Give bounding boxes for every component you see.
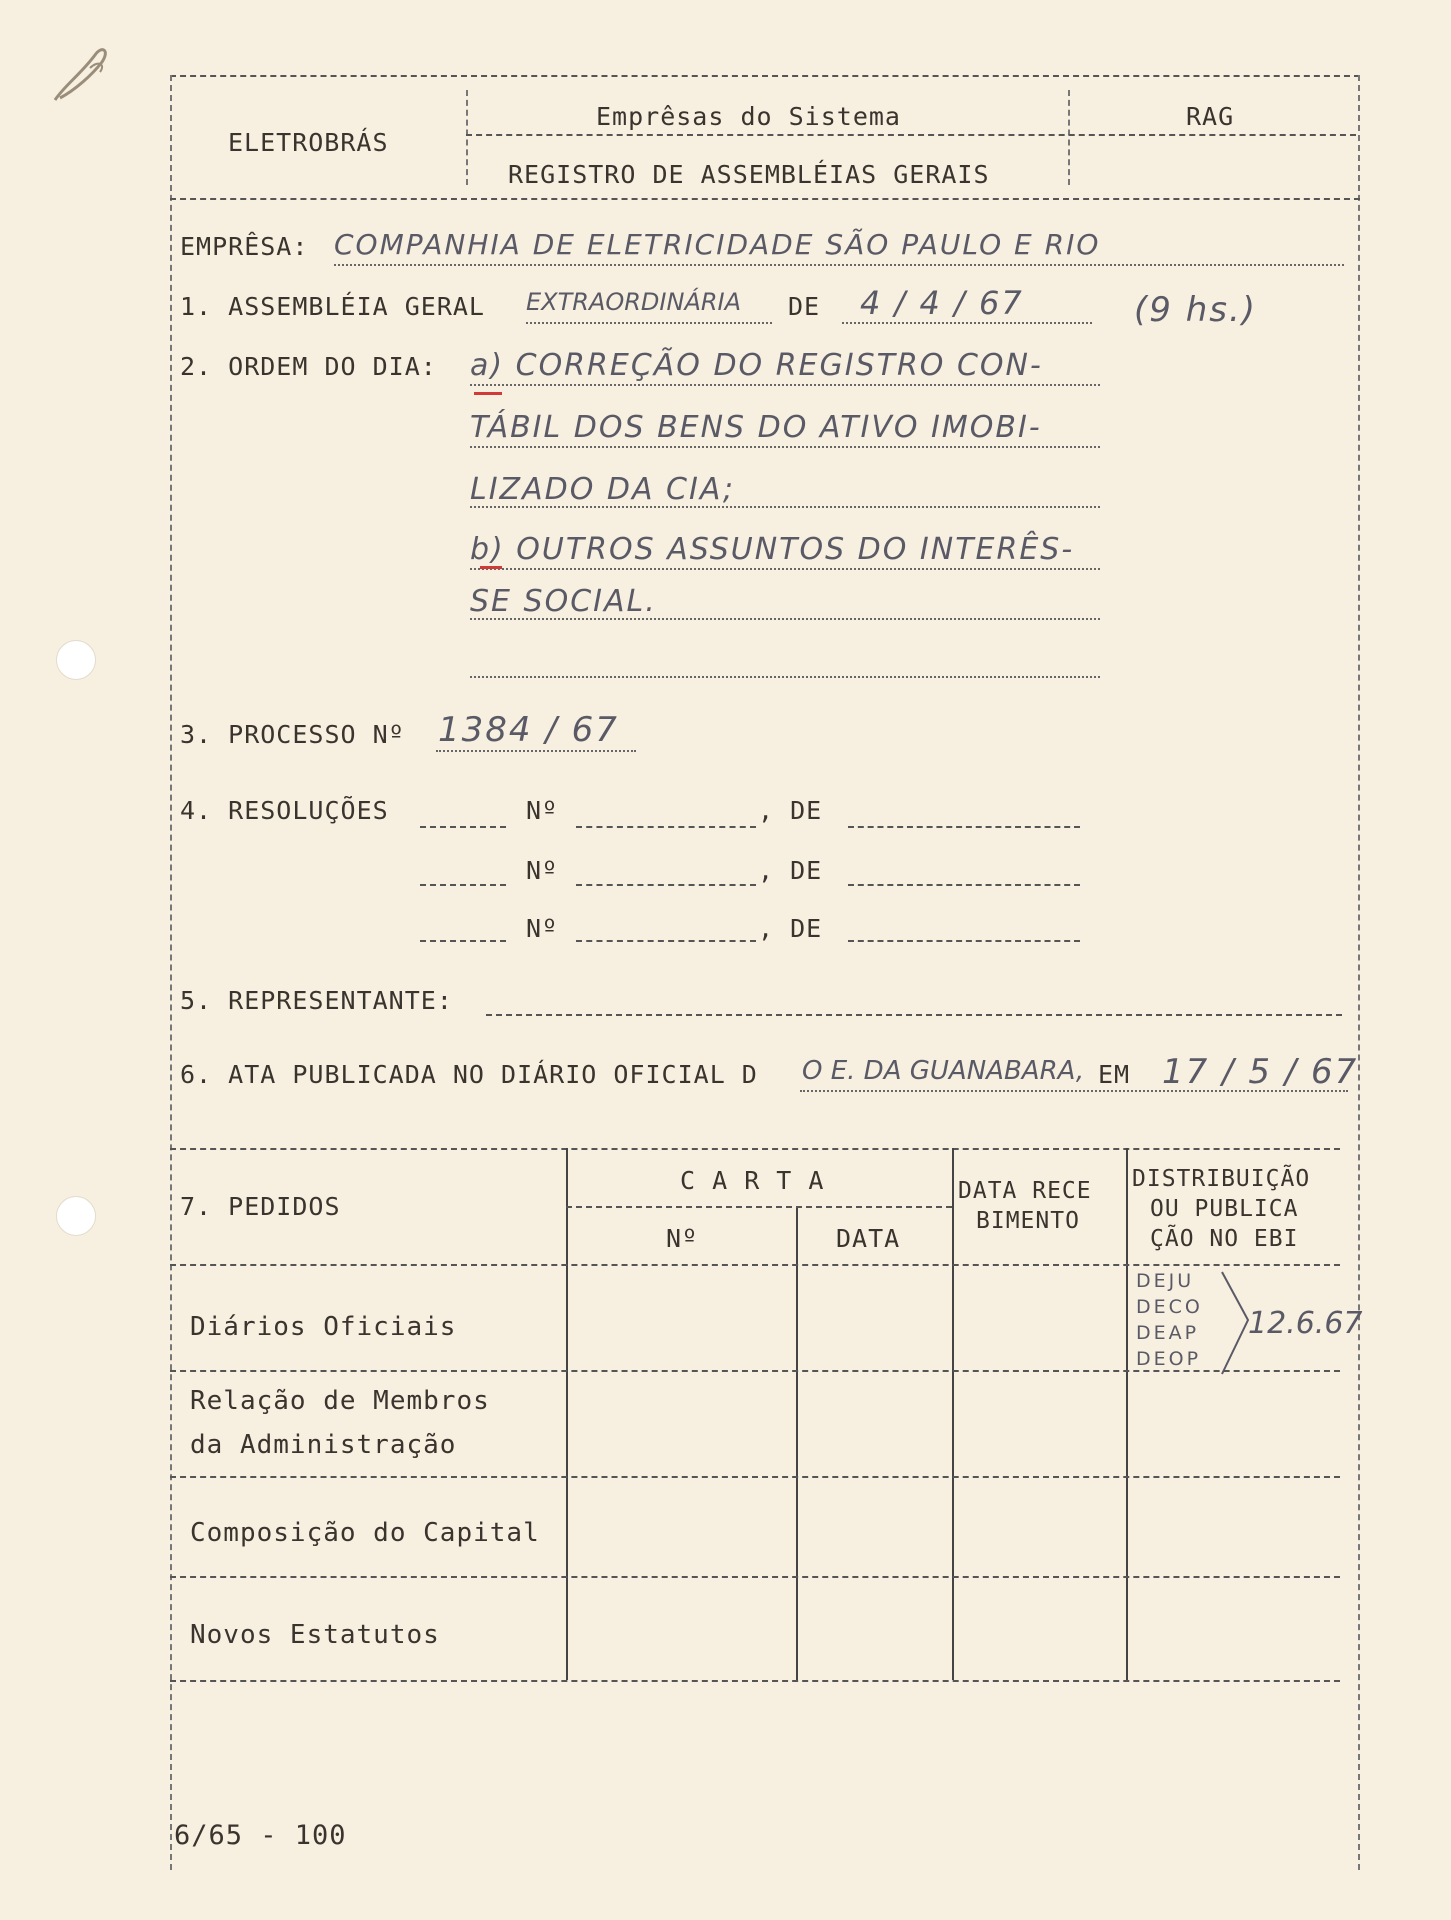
table-col-receb-left (952, 1148, 954, 1680)
res-de-label-2: , DE (758, 856, 823, 885)
res-no-label-3: Nº (526, 914, 559, 943)
res-blank-2 (420, 884, 506, 886)
ordem-line-4: b) OUTROS ASSUNTOS DO INTERÊS- (470, 532, 1075, 567)
form-title: REGISTRO DE ASSEMBLÉIAS GERAIS (508, 160, 990, 189)
ata-date: 17 / 5 / 67 (1162, 1052, 1359, 1092)
res-no-line-2 (576, 884, 756, 886)
pedidos-row-relacao-2: da Administração (190, 1430, 457, 1460)
assembleia-type: EXTRAORDINÁRIA (526, 288, 742, 316)
dist-code-1: DEJU (1136, 1270, 1195, 1292)
representante-label: 5. REPRESENTANTE: (180, 986, 453, 1015)
dist-code-4: DEOP (1136, 1348, 1202, 1370)
table-col-carta-left (566, 1148, 568, 1680)
col-header-data: DATA (836, 1224, 901, 1253)
pedidos-row-capital: Composição do Capital (190, 1518, 540, 1548)
red-pencil-mark-a (474, 392, 502, 395)
res-de-label-3: , DE (758, 914, 823, 943)
ordem-line-1: a) CORREÇÃO DO REGISTRO CON- (470, 348, 1043, 383)
assembleia-label: 1. ASSEMBLÉIA GERAL (180, 292, 485, 321)
res-de-line-3 (848, 940, 1080, 942)
ata-line (800, 1090, 1348, 1092)
res-de-line-1 (848, 826, 1080, 828)
res-de-label-1: , DE (758, 796, 823, 825)
ordem-line-2: TÁBIL DOS BENS DO ATIVO IMOBI- (470, 410, 1042, 445)
red-pencil-mark-b (480, 566, 502, 569)
col-header-receb-1: DATA RECE (958, 1178, 1092, 1204)
ordem-underline-2 (470, 446, 1100, 448)
table-col-dist-left (1126, 1148, 1128, 1680)
header-midline (466, 134, 1356, 136)
punch-hole-bottom (56, 1196, 96, 1236)
row-1-bottom (170, 1370, 1340, 1372)
ordem-label: 2. ORDEM DO DIA: (180, 352, 437, 381)
col-header-carta: C A R T A (680, 1166, 825, 1195)
header-divider-left (466, 90, 468, 185)
row-3-bottom (170, 1576, 1340, 1578)
col-header-dist-3: ÇÃO NO EBI (1150, 1226, 1299, 1252)
system-title: Emprêsas do Sistema (596, 102, 901, 131)
dist-code-2: DECO (1136, 1296, 1203, 1318)
assembleia-type-line (526, 322, 772, 324)
res-no-label-2: Nº (526, 856, 559, 885)
assembleia-date-line (842, 322, 1092, 324)
processo-line (436, 750, 636, 752)
frame-left (170, 75, 172, 1870)
assembleia-de-label: DE (788, 292, 821, 321)
processo-label: 3. PROCESSO Nº (180, 720, 405, 749)
empresa-line (334, 264, 1344, 266)
res-de-line-2 (848, 884, 1080, 886)
carta-subdivider (566, 1206, 952, 1208)
table-bottom (170, 1680, 1340, 1682)
dist-code-3: DEAP (1136, 1322, 1200, 1344)
frame-top (170, 75, 1360, 77)
frame-right (1358, 75, 1360, 1870)
ordem-underline-5 (470, 618, 1100, 620)
punch-hole-top (56, 640, 96, 680)
ordem-underline-4 (470, 568, 1100, 570)
res-no-line-3 (576, 940, 756, 942)
res-no-line-1 (576, 826, 756, 828)
ordem-line-3: LIZADO DA CIA; (470, 472, 736, 507)
header-bottom (170, 198, 1360, 200)
ordem-underline-1 (470, 384, 1100, 386)
col-header-receb-2: BIMENTO (976, 1208, 1080, 1234)
ordem-line-5: SE SOCIAL. (470, 584, 657, 619)
col-header-dist-1: DISTRIBUIÇÃO (1132, 1166, 1311, 1192)
ata-label: 6. ATA PUBLICADA NO DIÁRIO OFICIAL D (180, 1060, 758, 1089)
pedidos-label: 7. PEDIDOS (180, 1192, 341, 1221)
resolucoes-label: 4. RESOLUÇÕES (180, 796, 389, 825)
footer-code: 6/65 - 100 (174, 1820, 347, 1851)
ordem-underline-3 (470, 506, 1100, 508)
empresa-label: EMPRÊSA: (180, 232, 309, 261)
header-divider-right (1068, 90, 1070, 185)
form-code: RAG (1186, 102, 1235, 131)
pedidos-row-estatutos: Novos Estatutos (190, 1620, 440, 1650)
assembleia-date: 4 / 4 / 67 (860, 284, 1024, 322)
org-name: ELETROBRÁS (228, 128, 389, 157)
row-2-bottom (170, 1476, 1340, 1478)
table-top (170, 1148, 1340, 1150)
res-no-label-1: Nº (526, 796, 559, 825)
res-blank-3 (420, 940, 506, 942)
assembleia-time-note: (9 hs.) (1134, 290, 1258, 330)
col-header-no: Nº (666, 1224, 699, 1253)
paperclip-mark-icon (40, 30, 120, 110)
table-header-bottom (170, 1264, 1340, 1266)
empresa-value: COMPANHIA DE ELETRICIDADE SÃO PAULO E RIO (334, 228, 1101, 261)
ordem-underline-6 (470, 676, 1100, 678)
ata-em-label: EM (1098, 1060, 1131, 1089)
pedidos-row-relacao-1: Relação de Membros (190, 1386, 490, 1416)
pedidos-row-diarios: Diários Oficiais (190, 1312, 457, 1342)
dist-date: 12.6.67 (1248, 1306, 1363, 1341)
table-col-data-left (796, 1206, 798, 1680)
res-blank-1 (420, 826, 506, 828)
ata-value: O E. DA GUANABARA, (802, 1056, 1085, 1086)
col-header-dist-2: OU PUBLICA (1150, 1196, 1299, 1222)
processo-value: 1384 / 67 (438, 710, 619, 750)
representante-line (486, 1014, 1342, 1016)
